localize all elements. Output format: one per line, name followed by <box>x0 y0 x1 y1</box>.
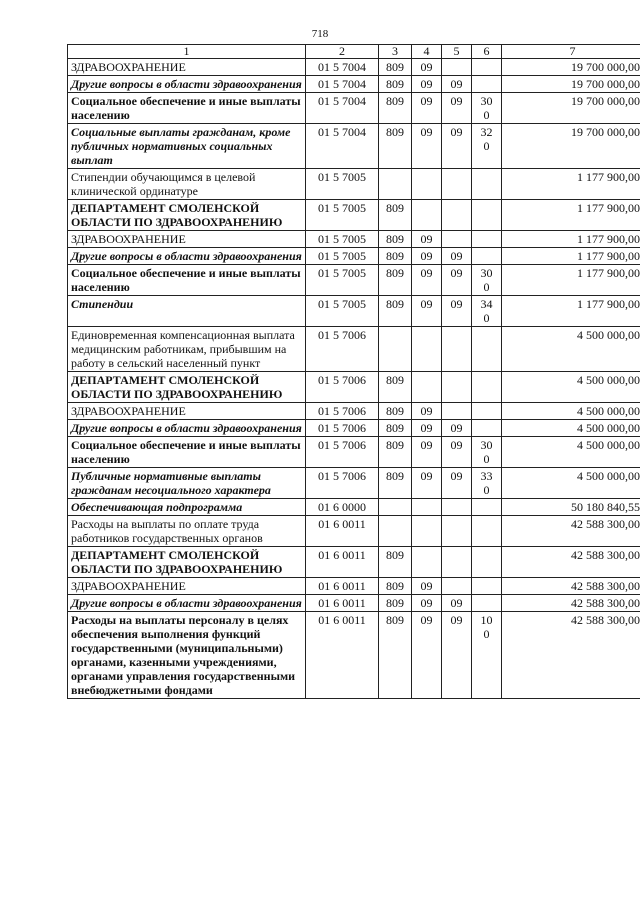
table-row <box>68 93 640 124</box>
row-grbs-code: 809 <box>379 372 412 403</box>
row-amount: 42 588 300,00 <box>502 612 640 699</box>
row-amount: 42 588 300,00 <box>502 595 640 612</box>
row-name: Социальное обеспечение и иные выплаты населению <box>68 265 306 296</box>
col-header-5: 5 <box>442 45 472 59</box>
row-name: Обеспечивающая подпрограмма <box>68 499 306 516</box>
row-grbs-code: 809 <box>379 420 412 437</box>
row-expense-type-code: 30 0 <box>472 437 502 468</box>
row-expense-type-code <box>472 547 502 578</box>
row-expense-type-code <box>472 76 502 93</box>
row-expense-type-code: 34 0 <box>472 296 502 327</box>
col-header-1: 1 <box>68 45 306 59</box>
row-subsection-code: 09 <box>442 468 472 499</box>
row-amount: 1 177 900,00 <box>502 200 640 231</box>
row-expense-type-code: 32 0 <box>472 124 502 169</box>
row-amount: 42 588 300,00 <box>502 547 640 578</box>
row-expense-type-code: 30 0 <box>472 93 502 124</box>
row-name: ЗДРАВООХРАНЕНИЕ <box>68 403 306 420</box>
row-expense-type-code <box>472 516 502 547</box>
table-row <box>68 499 640 516</box>
row-subsection-code <box>442 499 472 516</box>
row-grbs-code <box>379 499 412 516</box>
row-subsection-code: 09 <box>442 437 472 468</box>
row-name: ЗДРАВООХРАНЕНИЕ <box>68 231 306 248</box>
table-row <box>68 265 640 296</box>
row-section-code <box>412 169 442 200</box>
col-header-4: 4 <box>412 45 442 59</box>
row-amount: 1 177 900,00 <box>502 296 640 327</box>
row-grbs-code <box>379 169 412 200</box>
row-name: Расходы на выплаты по оплате труда работников государственных органов <box>68 516 306 547</box>
row-subsection-code <box>442 169 472 200</box>
row-expense-type-code <box>472 595 502 612</box>
row-grbs-code: 809 <box>379 76 412 93</box>
row-name: Социальные выплаты гражданам, кроме публичных нормативных социальных выплат <box>68 124 306 169</box>
table-row <box>68 468 640 499</box>
row-subsection-code: 09 <box>442 93 472 124</box>
row-amount: 19 700 000,00 <box>502 59 640 76</box>
col-header-2: 2 <box>306 45 379 59</box>
row-grbs-code: 809 <box>379 59 412 76</box>
row-target-code: 01 6 0000 <box>306 499 379 516</box>
row-target-code: 01 5 7004 <box>306 76 379 93</box>
row-subsection-code <box>442 200 472 231</box>
row-name: ЗДРАВООХРАНЕНИЕ <box>68 578 306 595</box>
row-expense-type-code <box>472 499 502 516</box>
row-name: ДЕПАРТАМЕНТ СМОЛЕНСКОЙ ОБЛАСТИ ПО ЗДРАВООХРАНЕНИЮ <box>68 372 306 403</box>
table-row <box>68 124 640 169</box>
table-row <box>68 516 640 547</box>
row-amount: 4 500 000,00 <box>502 327 640 372</box>
row-subsection-code <box>442 59 472 76</box>
row-name: Единовременная компенсационная выплата медицинским работникам, прибывшим на работу в сельский населенный пункт <box>68 327 306 372</box>
row-grbs-code: 809 <box>379 93 412 124</box>
row-section-code <box>412 327 442 372</box>
row-subsection-code <box>442 578 472 595</box>
row-section-code: 09 <box>412 612 442 699</box>
row-amount: 4 500 000,00 <box>502 372 640 403</box>
row-section-code: 09 <box>412 595 442 612</box>
budget-table-body <box>68 59 640 699</box>
row-target-code: 01 5 7004 <box>306 124 379 169</box>
row-subsection-code <box>442 231 472 248</box>
row-section-code: 09 <box>412 265 442 296</box>
row-amount: 19 700 000,00 <box>502 76 640 93</box>
row-amount: 4 500 000,00 <box>502 468 640 499</box>
row-grbs-code: 809 <box>379 200 412 231</box>
row-subsection-code <box>442 372 472 403</box>
row-expense-type-code <box>472 169 502 200</box>
row-expense-type-code: 33 0 <box>472 468 502 499</box>
row-section-code: 09 <box>412 468 442 499</box>
row-amount: 19 700 000,00 <box>502 124 640 169</box>
row-subsection-code <box>442 327 472 372</box>
row-amount: 4 500 000,00 <box>502 403 640 420</box>
row-amount: 1 177 900,00 <box>502 169 640 200</box>
row-name: Другие вопросы в области здравоохранения <box>68 420 306 437</box>
row-name: Другие вопросы в области здравоохранения <box>68 248 306 265</box>
row-grbs-code <box>379 327 412 372</box>
row-expense-type-code: 10 0 <box>472 612 502 699</box>
table-row <box>68 547 640 578</box>
row-subsection-code: 09 <box>442 248 472 265</box>
table-row <box>68 169 640 200</box>
table-row <box>68 200 640 231</box>
row-target-code: 01 6 0011 <box>306 578 379 595</box>
row-amount: 1 177 900,00 <box>502 248 640 265</box>
row-target-code: 01 5 7006 <box>306 372 379 403</box>
row-name: ДЕПАРТАМЕНТ СМОЛЕНСКОЙ ОБЛАСТИ ПО ЗДРАВООХРАНЕНИЮ <box>68 547 306 578</box>
row-grbs-code: 809 <box>379 595 412 612</box>
row-subsection-code: 09 <box>442 76 472 93</box>
col-header-3: 3 <box>379 45 412 59</box>
row-target-code: 01 5 7004 <box>306 59 379 76</box>
row-target-code: 01 5 7006 <box>306 420 379 437</box>
row-amount: 4 500 000,00 <box>502 420 640 437</box>
table-row <box>68 595 640 612</box>
row-section-code <box>412 499 442 516</box>
table-row <box>68 59 640 76</box>
row-expense-type-code <box>472 200 502 231</box>
row-section-code: 09 <box>412 437 442 468</box>
row-name: ДЕПАРТАМЕНТ СМОЛЕНСКОЙ ОБЛАСТИ ПО ЗДРАВООХРАНЕНИЮ <box>68 200 306 231</box>
table-row <box>68 231 640 248</box>
row-expense-type-code <box>472 372 502 403</box>
row-grbs-code: 809 <box>379 296 412 327</box>
col-header-7: 7 <box>502 45 640 59</box>
row-target-code: 01 5 7006 <box>306 468 379 499</box>
row-subsection-code <box>442 516 472 547</box>
row-section-code: 09 <box>412 420 442 437</box>
row-amount: 1 177 900,00 <box>502 265 640 296</box>
table-row <box>68 327 640 372</box>
row-target-code: 01 5 7005 <box>306 296 379 327</box>
row-section-code: 09 <box>412 93 442 124</box>
table-row <box>68 437 640 468</box>
row-target-code: 01 6 0011 <box>306 547 379 578</box>
row-subsection-code <box>442 403 472 420</box>
row-grbs-code: 809 <box>379 437 412 468</box>
row-target-code: 01 5 7006 <box>306 437 379 468</box>
row-section-code: 09 <box>412 296 442 327</box>
row-target-code: 01 5 7005 <box>306 200 379 231</box>
row-amount: 4 500 000,00 <box>502 437 640 468</box>
row-expense-type-code <box>472 327 502 372</box>
row-grbs-code: 809 <box>379 124 412 169</box>
row-grbs-code: 809 <box>379 612 412 699</box>
row-section-code: 09 <box>412 403 442 420</box>
table-row <box>68 76 640 93</box>
row-subsection-code: 09 <box>442 265 472 296</box>
row-subsection-code: 09 <box>442 124 472 169</box>
row-name: Публичные нормативные выплаты гражданам несоциального характера <box>68 468 306 499</box>
row-target-code: 01 5 7005 <box>306 169 379 200</box>
row-target-code: 01 6 0011 <box>306 612 379 699</box>
row-amount: 50 180 840,55 <box>502 499 640 516</box>
row-target-code: 01 6 0011 <box>306 516 379 547</box>
table-row <box>68 612 640 699</box>
table-row <box>68 578 640 595</box>
row-expense-type-code <box>472 248 502 265</box>
row-grbs-code: 809 <box>379 578 412 595</box>
row-target-code: 01 5 7005 <box>306 231 379 248</box>
row-name: Стипендии обучающимся в целевой клинической ординатуре <box>68 169 306 200</box>
table-row <box>68 403 640 420</box>
row-section-code <box>412 372 442 403</box>
row-expense-type-code <box>472 403 502 420</box>
row-target-code: 01 5 7005 <box>306 265 379 296</box>
row-name: Социальное обеспечение и иные выплаты населению <box>68 93 306 124</box>
table-row <box>68 420 640 437</box>
row-subsection-code: 09 <box>442 420 472 437</box>
row-target-code: 01 5 7004 <box>306 93 379 124</box>
row-grbs-code: 809 <box>379 403 412 420</box>
row-subsection-code <box>442 547 472 578</box>
row-name: Другие вопросы в области здравоохранения <box>68 76 306 93</box>
row-amount: 42 588 300,00 <box>502 578 640 595</box>
row-expense-type-code <box>472 59 502 76</box>
row-section-code <box>412 547 442 578</box>
row-expense-type-code: 30 0 <box>472 265 502 296</box>
row-expense-type-code <box>472 578 502 595</box>
row-name: Другие вопросы в области здравоохранения <box>68 595 306 612</box>
row-section-code: 09 <box>412 248 442 265</box>
row-grbs-code: 809 <box>379 248 412 265</box>
row-subsection-code: 09 <box>442 612 472 699</box>
table-row <box>68 248 640 265</box>
row-amount: 19 700 000,00 <box>502 93 640 124</box>
row-expense-type-code <box>472 231 502 248</box>
row-section-code: 09 <box>412 578 442 595</box>
table-row <box>68 372 640 403</box>
row-grbs-code: 809 <box>379 231 412 248</box>
table-row <box>68 296 640 327</box>
row-target-code: 01 5 7006 <box>306 403 379 420</box>
row-subsection-code: 09 <box>442 595 472 612</box>
row-grbs-code: 809 <box>379 265 412 296</box>
row-section-code: 09 <box>412 231 442 248</box>
row-grbs-code: 809 <box>379 547 412 578</box>
row-name: Расходы на выплаты персоналу в целях обеспечения выполнения функций государственными (муниципальными) органами, казенными учреждениями, органами управления государственными внебюджетными фондами <box>68 612 306 699</box>
row-section-code: 09 <box>412 59 442 76</box>
row-expense-type-code <box>472 420 502 437</box>
row-subsection-code: 09 <box>442 296 472 327</box>
row-target-code: 01 5 7005 <box>306 248 379 265</box>
header-row <box>68 45 640 59</box>
row-amount: 1 177 900,00 <box>502 231 640 248</box>
row-target-code: 01 5 7006 <box>306 327 379 372</box>
budget-table <box>67 44 640 699</box>
row-target-code: 01 6 0011 <box>306 595 379 612</box>
row-section-code <box>412 200 442 231</box>
row-section-code: 09 <box>412 124 442 169</box>
row-name: ЗДРАВООХРАНЕНИЕ <box>68 59 306 76</box>
row-grbs-code <box>379 516 412 547</box>
row-name: Социальное обеспечение и иные выплаты населению <box>68 437 306 468</box>
row-section-code <box>412 516 442 547</box>
col-header-6: 6 <box>472 45 502 59</box>
row-grbs-code: 809 <box>379 468 412 499</box>
row-amount: 42 588 300,00 <box>502 516 640 547</box>
page-number: 718 <box>311 28 329 40</box>
row-name: Стипендии <box>68 296 306 327</box>
row-section-code: 09 <box>412 76 442 93</box>
